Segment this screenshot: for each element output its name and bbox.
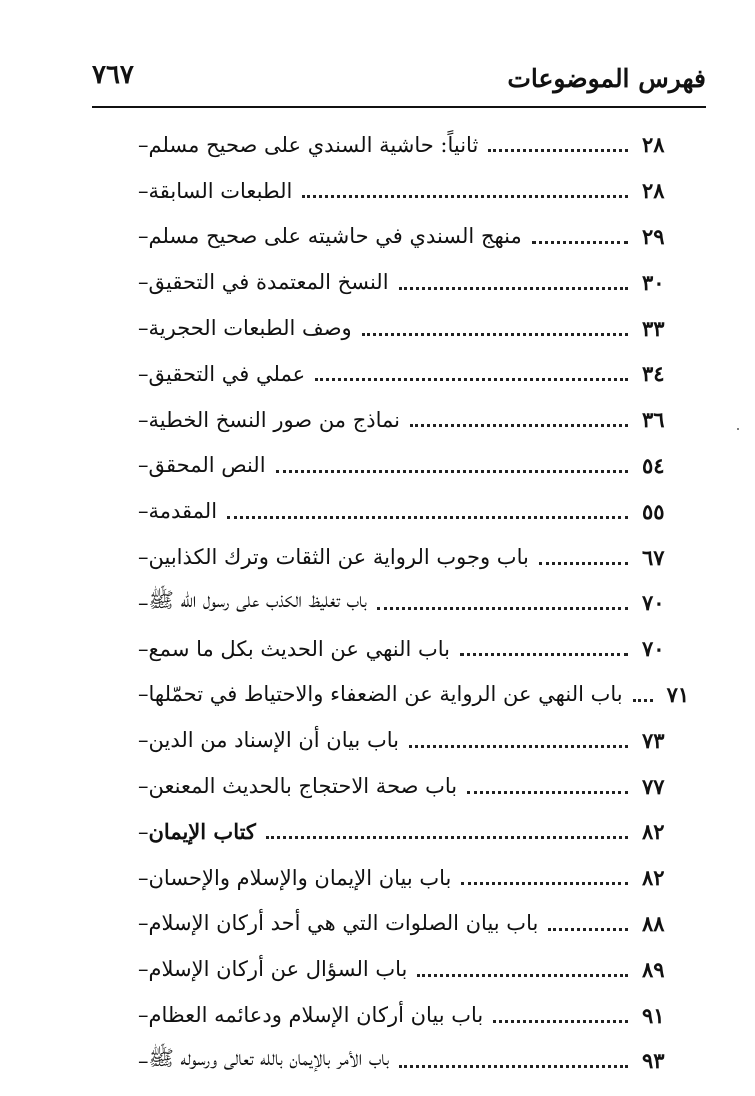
dot-leader (488, 149, 628, 152)
entry-page-number: ٨٢ (642, 819, 665, 845)
entry-page-number: ٥٥ (642, 498, 665, 524)
toc-entry (130, 855, 690, 901)
toc-entry (130, 946, 690, 992)
entry-title: باب السؤال عن أركان الإسلام (148, 957, 408, 982)
entry-dash: – (138, 1048, 149, 1073)
entry-title: منهج السندي في حاشيته على صحيح مسلم (148, 224, 522, 249)
entry-title: باب تغليظ الكذب على رسول الله ﷺ (148, 588, 367, 613)
dot-leader (377, 607, 628, 610)
entry-page-number: ٣٤ (642, 361, 665, 387)
toc-entry (130, 305, 690, 351)
page-number: ٧٦٧ (92, 60, 134, 90)
entry-page-number: ٢٩ (642, 223, 665, 249)
entry-dash: – (138, 270, 149, 295)
entry-page-number: ٣٦ (642, 407, 665, 433)
entry-page-number: ٨٢ (642, 865, 665, 891)
entry-page-number: ٧٣ (642, 727, 665, 753)
entry-page-number: ٦٧ (642, 544, 665, 570)
dot-leader (467, 791, 628, 794)
entry-dash: – (138, 636, 149, 661)
entry-dash: – (138, 774, 149, 799)
entry-title: باب النهي عن الرواية عن الضعفاء والاحتياط في تحمّلها (148, 682, 623, 707)
entry-dash: – (138, 132, 149, 157)
page-header (92, 56, 706, 102)
dot-leader (417, 974, 628, 977)
entry-page-number: ٧١ (666, 681, 690, 707)
entry-dash: – (138, 499, 149, 524)
entry-page-number: ٧٠ (642, 590, 665, 616)
table-of-contents (130, 122, 690, 1084)
entry-page-number: ٨٩ (642, 956, 665, 982)
entry-dash: – (138, 316, 149, 341)
dot-leader (633, 699, 653, 702)
entry-page-number: ٩١ (642, 1002, 665, 1028)
entry-title: باب النهي عن الحديث بكل ما سمع (148, 636, 451, 661)
toc-entry (130, 580, 690, 626)
header-rule (92, 106, 706, 108)
toc-entry (130, 626, 690, 672)
entry-page-number: ٣٠ (642, 269, 665, 295)
dot-leader (399, 287, 628, 290)
entry-title: كتاب الإيمان (148, 819, 256, 845)
entry-dash: – (138, 819, 149, 844)
dot-leader (276, 470, 628, 473)
dot-leader (410, 424, 628, 427)
entry-page-number: ٧٠ (642, 636, 665, 662)
entry-title: باب بيان أن الإسناد من الدين (148, 728, 399, 753)
entry-title: باب وجوب الرواية عن الثقات وترك الكذابين (148, 545, 529, 570)
dot-leader (227, 516, 628, 519)
entry-page-number: ٣٣ (642, 315, 665, 341)
toc-entry (130, 214, 690, 260)
toc-entry (130, 763, 690, 809)
entry-title: المقدمة (148, 499, 218, 524)
entry-title: النص المحقق (148, 453, 266, 478)
entry-page-number: ٢٨ (642, 132, 665, 158)
entry-title: باب الأمر بالإيمان بالله تعالى ورسوله ﷺ (148, 1046, 390, 1071)
entry-dash: – (138, 865, 149, 890)
entry-title: باب بيان أركان الإسلام ودعائمه العظام (148, 1003, 484, 1028)
toc-entry (130, 534, 690, 580)
entry-title: نماذج من صور النسخ الخطية (148, 407, 401, 432)
toc-entry (130, 351, 690, 397)
dot-leader (548, 928, 628, 931)
dot-leader (461, 882, 628, 885)
dot-leader (409, 745, 628, 748)
entry-dash: – (138, 911, 149, 936)
toc-entry (130, 1038, 690, 1084)
entry-page-number: ٧٧ (642, 773, 665, 799)
entry-title: الطبعات السابقة (148, 178, 293, 203)
entry-dash: – (138, 957, 149, 982)
dot-leader (266, 836, 628, 839)
entry-dash: – (138, 453, 149, 478)
entry-page-number: ٥٤ (642, 452, 665, 478)
entry-page-number: ٨٨ (642, 910, 665, 936)
entry-title: عملي في التحقيق (148, 361, 306, 386)
entry-dash: – (138, 178, 149, 203)
dot-leader (493, 1020, 628, 1023)
entry-dash: – (138, 224, 149, 249)
dot-leader (539, 562, 628, 565)
toc-entry (130, 488, 690, 534)
dot-leader (399, 1065, 628, 1068)
entry-title: باب صحة الاحتجاج بالحديث المعنعن (148, 774, 458, 799)
toc-entry (130, 122, 690, 168)
dot-leader (460, 653, 628, 656)
entry-dash: – (138, 361, 149, 386)
toc-entry (130, 259, 690, 305)
toc-entry (130, 901, 690, 947)
dot-leader (315, 378, 628, 381)
toc-entry (130, 672, 690, 718)
ink-speck (737, 428, 739, 430)
page-title: فهرس الموضوعات (507, 64, 706, 93)
entry-title: وصف الطبعات الحجرية (148, 316, 352, 341)
entry-page-number: ٩٣ (642, 1048, 665, 1074)
toc-entry (130, 168, 690, 214)
entry-title: باب بيان الصلوات التي هي أحد أركان الإسلام (148, 911, 539, 936)
dot-leader (362, 333, 628, 336)
toc-entry (130, 443, 690, 489)
entry-dash: – (138, 682, 149, 707)
dot-leader (532, 241, 628, 244)
toc-entry (130, 809, 690, 855)
toc-entry (130, 397, 690, 443)
entry-title: النسخ المعتمدة في التحقيق (148, 270, 389, 295)
entry-dash: – (138, 545, 149, 570)
dot-leader (302, 195, 628, 198)
entry-page-number: ٢٨ (642, 178, 665, 204)
entry-dash: – (138, 407, 149, 432)
entry-title: باب بيان الإيمان والإسلام والإحسان (148, 865, 452, 890)
entry-dash: – (138, 1003, 149, 1028)
entry-title: ثانياً: حاشية السندي على صحيح مسلم (148, 132, 479, 157)
entry-dash: – (138, 590, 149, 615)
toc-entry (130, 717, 690, 763)
entry-dash: – (138, 728, 149, 753)
toc-entry (130, 992, 690, 1038)
